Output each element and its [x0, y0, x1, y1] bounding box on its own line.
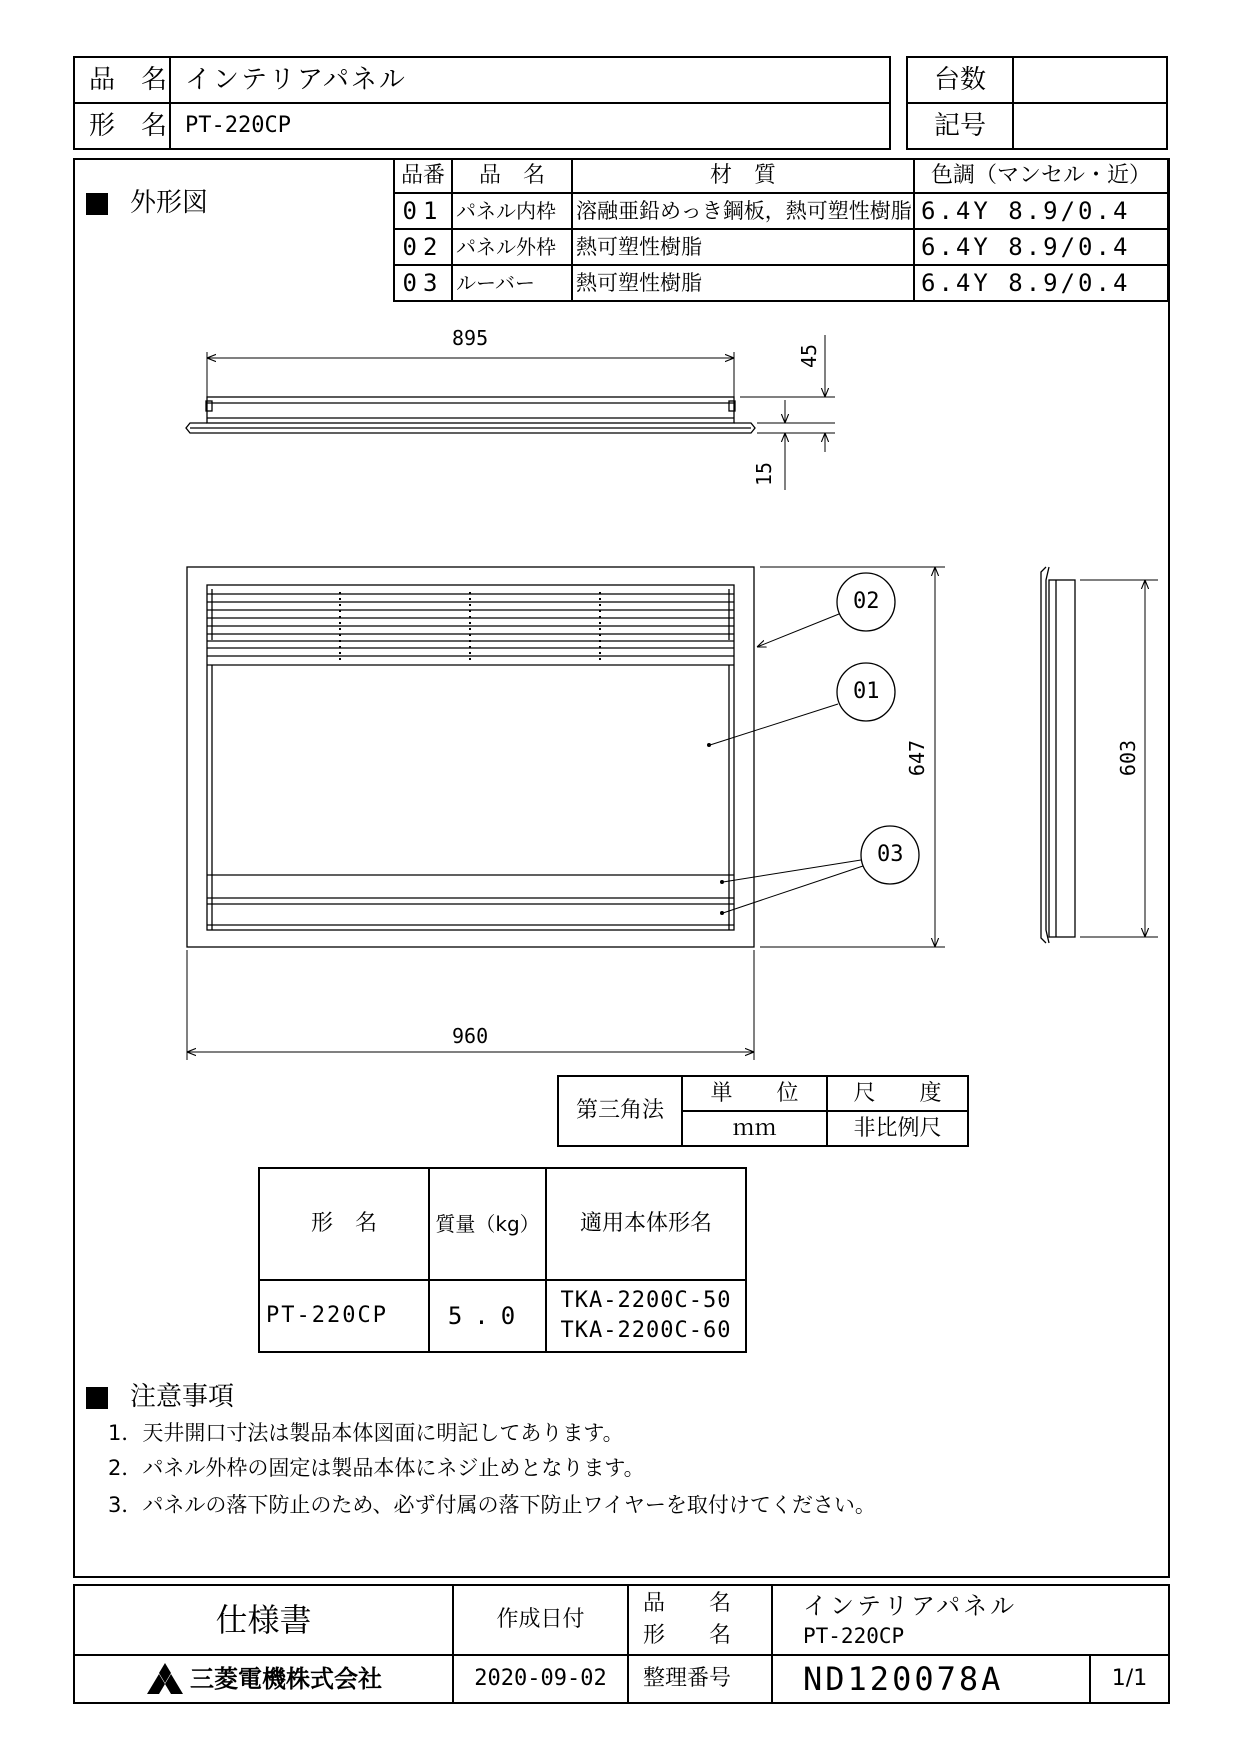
projection-method-cell: [558, 1076, 682, 1146]
daisuu-label: 台数: [933, 65, 986, 95]
model-header-mass: 質量（kg）: [429, 1168, 546, 1280]
footer-table: [73, 1584, 1170, 1704]
dim-647: 647: [905, 739, 930, 777]
parts-header-material: 材 質: [572, 159, 914, 193]
scale-value-cell: 非比例尺: [827, 1111, 968, 1146]
date-value: 2020-09-02: [474, 1666, 607, 1691]
kigou-label: 記号: [933, 111, 986, 141]
seiri-value: ND120078A: [803, 1660, 1004, 1698]
unit-label-cell: 単 位: [682, 1076, 827, 1111]
mitsubishi-logo-icon: [145, 1663, 185, 1695]
hinmei-value: インテリアパネル: [185, 65, 407, 95]
hinmei-label: 品 名: [89, 65, 168, 95]
notes-title-row: [86, 1384, 234, 1410]
scale-label-cell: 尺 度: [827, 1076, 968, 1111]
note-item-2: 2．パネル外枠の固定は製品本体にネジ止めとなります。: [108, 1456, 645, 1480]
hinmei-katamei-label-cell: 品 名 形 名: [628, 1585, 772, 1655]
table-row: 03 ルーバー 熱可塑性樹脂 6.4Y 8.9/0.4: [394, 265, 1168, 301]
callout-03-label: 03: [877, 842, 904, 867]
parts-header-name: 品 名: [452, 159, 572, 193]
seiri-label-cell: 整理番号: [628, 1655, 772, 1703]
applicable-model-1: TKA-2200C-50: [560, 1288, 732, 1313]
notes-title: 注意事項: [130, 1382, 235, 1412]
applicable-model-2: TKA-2200C-60: [560, 1318, 732, 1343]
top-view: [186, 397, 755, 433]
katamei-label: 形 名: [89, 111, 168, 141]
table-row: [259, 1280, 746, 1352]
callout-01-label: 01: [853, 679, 880, 704]
dim-895: 895: [452, 326, 489, 350]
dim-15: 15: [752, 461, 777, 487]
seiri-value-cell: [772, 1655, 1090, 1703]
table-row: 02 パネル外枠 熱可塑性樹脂 6.4Y 8.9/0.4: [394, 229, 1168, 265]
projection-method: 第三角法: [575, 1098, 664, 1123]
date-value-cell: [453, 1655, 628, 1703]
callout-02-label: 02: [853, 589, 880, 614]
spec-title-cell: [74, 1585, 453, 1655]
hinmei-katamei-value-cell: インテリアパネル PT-220CP: [772, 1585, 1169, 1655]
page-number: 1/1: [1111, 1666, 1148, 1691]
outline-title: 外形図: [130, 188, 209, 218]
model-header-applicable: 適用本体形名: [546, 1168, 746, 1280]
spec-title: 仕様書: [215, 1601, 312, 1639]
mass-value: 5.0: [447, 1302, 528, 1330]
model-table: [258, 1167, 747, 1353]
square-bullet-icon: [86, 1387, 108, 1409]
parts-header-color: 色調（マンセル・近）: [914, 159, 1168, 193]
unit-value-cell: ｍｍ: [682, 1111, 827, 1146]
parts-header-no: 品番: [394, 159, 452, 193]
dim-603: 603: [1116, 739, 1141, 777]
dim-45: 45: [797, 343, 822, 369]
dim-960: 960: [452, 1024, 489, 1048]
model-value: PT-220CP: [266, 1303, 388, 1328]
model-header-name: 形 名: [259, 1168, 429, 1280]
katamei-value: PT-220CP: [185, 113, 291, 138]
date-label-cell: 作成日付: [453, 1585, 628, 1655]
company-name: 三菱電機株式会社: [190, 1665, 383, 1693]
side-view: [1041, 567, 1075, 943]
note-item-3: 3．パネルの落下防止のため、必ず付属の落下防止ワイヤーを取付けてください。: [108, 1493, 876, 1517]
projection-table: [557, 1075, 969, 1147]
company-cell: [74, 1655, 453, 1703]
table-row: 01 パネル内枠 溶融亜鉛めっき鋼板，熱可塑性樹脂 6.4Y 8.9/0.4: [394, 193, 1168, 229]
note-item-1: 1．天井開口寸法は製品本体図面に明記してあります。: [108, 1421, 624, 1445]
page-cell: [1090, 1655, 1169, 1703]
